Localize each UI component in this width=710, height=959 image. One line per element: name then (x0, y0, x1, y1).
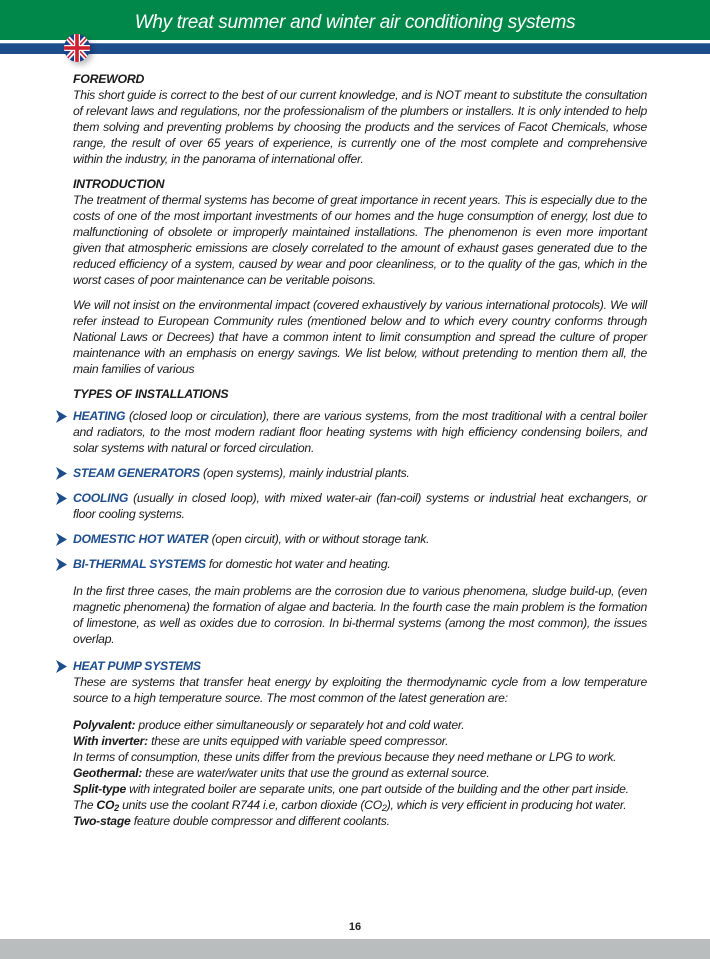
item-text: In terms of consumption, these units differ from the previous because they need methane or LPG to work. (73, 750, 617, 764)
item-text: these are water/water units that use the ground as external source. (142, 766, 490, 780)
chevron-right-icon (55, 557, 68, 572)
item-text: units use the coolant R744 i.e, carbon dioxide (CO (118, 798, 382, 812)
introduction-paragraph-1: The treatment of thermal systems has become of great importance in recent years. This is especially due to the costs of one of the most important investments of our homes and the huge consumption of energy, lost due to malfunctioning of obsolete or improperly maintained installations. The phenomenon is even more important given that atmospheric emissions are closely correlated to the amount of exhaust gases generated due to the reduced efficiency of a system, caused by wear and poor cleanliness, or to the quality of the gas, which in the worst cases of poor maintenance can be veritable poisons. (73, 193, 647, 287)
foreword-title: FOREWORD (73, 72, 145, 86)
list-item-steam-generators (73, 465, 647, 481)
heating-keyword: HEATING (73, 409, 126, 423)
item-text: produce either simultaneously or separately hot and cold water. (135, 718, 465, 732)
foreword-text: This short guide is correct to the best of our current knowledge, and is NOT meant to substitute the consultation of relevant laws and regulations, nor the professionalism of the plumbers or installers. It is only intended to help them solving and preventing problems by choosing the products and the services of Facot Chemicals, whose range, the result of over 65 years of experience, is currently one of the most complete and comprehensive within the industry, in the panorama of international offer. (73, 88, 647, 166)
item-label: Geothermal: (73, 766, 143, 780)
list-item-domestic-hot-water (73, 531, 647, 547)
item-text: with integrated boiler are separate units, one part outside of the building and the other part inside. (126, 782, 629, 796)
heat-pump-item-split-type (73, 781, 647, 797)
list-item-cooling (73, 490, 647, 522)
item-label: Split-type (73, 782, 127, 796)
types-title: TYPES OF INSTALLATIONS (73, 387, 229, 401)
types-section (73, 386, 647, 647)
bi-thermal-text: for domestic hot water and heating. (205, 557, 391, 571)
list-item-bi-thermal (73, 556, 647, 572)
foreword-section (73, 71, 647, 167)
introduction-title: INTRODUCTION (73, 177, 165, 191)
main-content (73, 71, 647, 829)
item-text: feature double compressor and different coolants. (130, 814, 390, 828)
heat-pump-keyword: HEAT PUMP SYSTEMS (73, 659, 201, 673)
heating-text: (closed loop or circulation), there are various systems, from the most traditional with a central boiler and radiators, to the most modern radiant floor heating systems with high efficiency condensing boilers, and solar systems with natural or forced circulation. (73, 409, 647, 455)
item-text-pre: The (73, 798, 97, 812)
steam-generators-keyword: STEAM GENERATORS (73, 466, 200, 480)
uk-flag-icon (64, 34, 90, 62)
item-text-end: ), which is very efficient in producing hot water. (386, 798, 627, 812)
introduction-section (73, 176, 647, 377)
page-title: Why treat summer and winter air conditioning systems (134, 12, 576, 33)
footer-bar (0, 939, 710, 959)
item-text: these are units equipped with variable speed compressor. (147, 734, 449, 748)
chevron-right-icon (55, 409, 68, 424)
domestic-hot-water-text: (open circuit), with or without storage tank. (208, 532, 430, 546)
domestic-hot-water-keyword: DOMESTIC HOT WATER (73, 532, 209, 546)
item-label (96, 798, 119, 812)
heat-pump-item-geothermal (73, 765, 647, 781)
heat-pump-intro: These are systems that transfer heat energy by exploiting the thermodynamic cycle from a low temperature source to a high temperature source. The most common of the latest generation are: (73, 675, 647, 705)
heat-pump-item-consumption (73, 749, 647, 765)
cooling-keyword: COOLING (73, 491, 129, 505)
item-label: Two-stage (73, 814, 131, 828)
heat-pump-section (73, 658, 647, 706)
cooling-text: (usually in closed loop), with mixed water-air (fan-coil) systems or industrial heat exchangers, or floor cooling systems. (73, 491, 647, 521)
item-label: With inverter: (73, 734, 148, 748)
heat-pump-item-two-stage (73, 813, 647, 829)
steam-generators-text: (open systems), mainly industrial plants. (199, 466, 410, 480)
item-label: Polyvalent: (73, 718, 136, 732)
chevron-right-icon (55, 466, 68, 481)
heat-pump-item-co2 (73, 797, 647, 813)
heat-pump-item-polyvalent (73, 717, 647, 733)
types-summary: In the first three cases, the main problems are the corrosion due to various phenomena, sludge build-up, (even magnetic phenomena) the formation of algae and bacteria. In the fourth case the main problem is the formation of limestone, as well as oxides due to corrosion. In bi-thermal systems (among the most common), the issues overlap. (73, 584, 647, 646)
chevron-right-icon (55, 659, 68, 674)
introduction-paragraph-2: We will not insist on the environmental impact (covered exhaustively by various international protocols). We will refer instead to European Community rules (mentioned below and to which every country conforms through National Laws or Decrees) that have a common intent to limit consumption and spread the culture of proper maintenance with an emphasis on energy savings. We list below, without pretending to mention them all, the main families of various (73, 298, 647, 376)
list-item-heating (73, 408, 647, 456)
bi-thermal-keyword: BI-THERMAL SYSTEMS (73, 557, 206, 571)
page-number: 16 (348, 921, 362, 933)
header-blue-stripe (0, 43, 710, 54)
heat-pump-list (73, 717, 647, 829)
co2-subscript: 2 (381, 803, 387, 813)
co2-label: CO (96, 798, 115, 812)
heat-pump-item-inverter (73, 733, 647, 749)
co2-subscript: 2 (114, 803, 119, 813)
chevron-right-icon (55, 532, 68, 547)
chevron-right-icon (55, 491, 68, 506)
